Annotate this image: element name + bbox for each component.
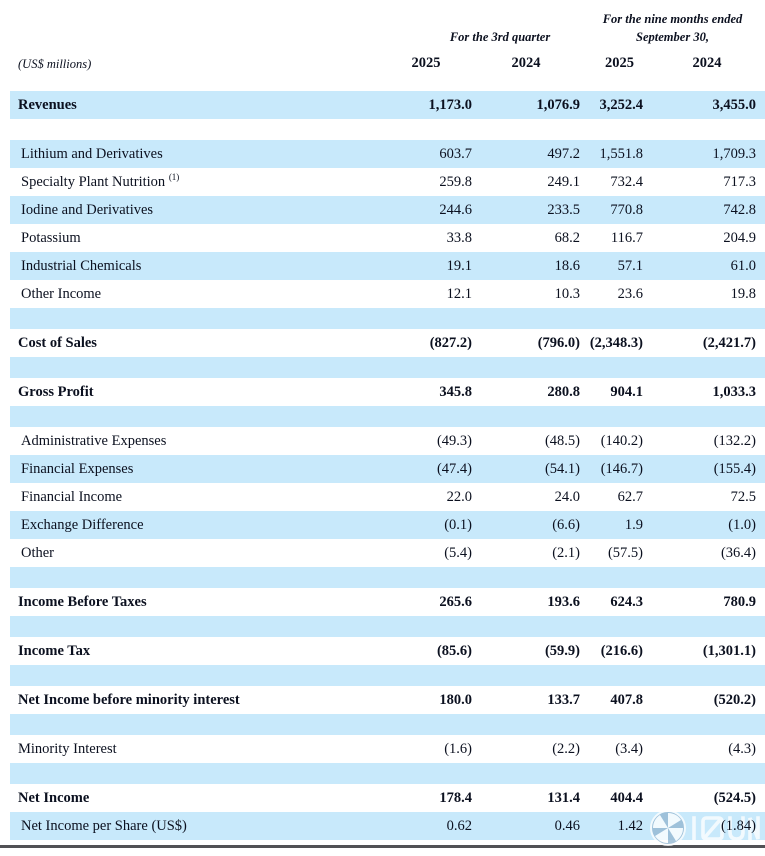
row-label: Specialty Plant Nutrition $^{(1)}$ bbox=[21, 171, 180, 190]
cell-value: 204.9 bbox=[723, 229, 756, 246]
row-label: Net Income per Share (US$) bbox=[21, 817, 187, 834]
cell-value: 19.1 bbox=[446, 257, 472, 274]
table-row bbox=[10, 588, 765, 616]
cell-value: 404.4 bbox=[610, 789, 643, 806]
cell-value: (132.2) bbox=[713, 432, 756, 449]
cell-value: (85.6) bbox=[436, 642, 472, 659]
table-row bbox=[10, 686, 765, 714]
cell-value: (1.6) bbox=[444, 740, 472, 757]
row-label: Financial Income bbox=[21, 488, 123, 505]
cell-value: (49.3) bbox=[436, 432, 472, 449]
spacer-row bbox=[10, 567, 765, 588]
cell-value: 249.1 bbox=[547, 173, 580, 190]
cell-value: (155.4) bbox=[713, 460, 756, 477]
cell-value: 1.9 bbox=[624, 516, 643, 533]
financial-table-body bbox=[10, 91, 765, 840]
cell-value: (524.5) bbox=[713, 789, 756, 806]
cell-value: (827.2) bbox=[429, 334, 472, 351]
period-group-9m-line2: September 30, bbox=[636, 29, 709, 44]
cell-value: 1,033.3 bbox=[712, 383, 756, 400]
table-header bbox=[10, 0, 765, 91]
row-label: Cost of Sales bbox=[18, 334, 97, 351]
cell-value: (146.7) bbox=[600, 460, 643, 477]
cell-value: 1,551.8 bbox=[599, 145, 643, 162]
cell-value: 1,173.0 bbox=[428, 96, 472, 113]
row-label: Potassium bbox=[21, 229, 81, 246]
row-label: Net Income before minority interest bbox=[18, 691, 240, 708]
cell-value: 1.42 bbox=[617, 817, 643, 834]
cell-value: 178.4 bbox=[439, 789, 472, 806]
cell-value: 133.7 bbox=[547, 691, 580, 708]
cell-value: 603.7 bbox=[439, 145, 472, 162]
table-row bbox=[10, 735, 765, 763]
cell-value: (1.0) bbox=[728, 516, 756, 533]
cell-value: 3,252.4 bbox=[599, 96, 643, 113]
cell-value: 180.0 bbox=[439, 691, 472, 708]
table-row bbox=[10, 812, 765, 840]
cell-value: (54.1) bbox=[544, 460, 580, 477]
cell-value: (5.4) bbox=[444, 544, 472, 561]
cell-value: (6.6) bbox=[552, 516, 580, 533]
cell-value: (57.5) bbox=[607, 544, 643, 561]
table-row bbox=[10, 483, 765, 511]
cell-value: (2.1) bbox=[552, 544, 580, 561]
cell-value: (36.4) bbox=[720, 544, 756, 561]
cell-value: 244.6 bbox=[439, 201, 472, 218]
cell-value: 280.8 bbox=[547, 383, 580, 400]
spacer-row bbox=[10, 119, 765, 140]
cell-value: 780.9 bbox=[723, 593, 756, 610]
row-label: Administrative Expenses bbox=[21, 432, 167, 449]
row-label: Industrial Chemicals bbox=[21, 257, 142, 274]
cell-value: 10.3 bbox=[554, 285, 580, 302]
row-label: Exchange Difference bbox=[21, 516, 144, 533]
cell-value: 18.6 bbox=[554, 257, 580, 274]
cell-value: 12.1 bbox=[446, 285, 472, 302]
bottom-rule bbox=[0, 845, 765, 848]
cell-value: 19.8 bbox=[730, 285, 756, 302]
table-row bbox=[10, 539, 765, 567]
cell-value: 33.8 bbox=[446, 229, 472, 246]
table-row bbox=[10, 637, 765, 665]
cell-value: (2,348.3) bbox=[589, 334, 643, 351]
row-label: Iodine and Derivatives bbox=[21, 201, 154, 218]
cell-value: (796.0) bbox=[537, 334, 580, 351]
row-label: Minority Interest bbox=[18, 740, 117, 757]
table-row bbox=[10, 252, 765, 280]
cell-value: 24.0 bbox=[554, 488, 580, 505]
period-group-9m-line1: For the nine months ended bbox=[602, 11, 743, 26]
cell-value: 407.8 bbox=[610, 691, 643, 708]
cell-value: 259.8 bbox=[439, 173, 472, 190]
cell-value: 1,076.9 bbox=[536, 96, 580, 113]
cell-value: (48.5) bbox=[544, 432, 580, 449]
cell-value: (520.2) bbox=[713, 691, 756, 708]
spacer-row bbox=[10, 665, 765, 686]
cell-value: 23.6 bbox=[617, 285, 643, 302]
table-row bbox=[10, 427, 765, 455]
cell-value: (59.9) bbox=[544, 642, 580, 659]
spacer-row bbox=[10, 714, 765, 735]
table-row bbox=[10, 378, 765, 406]
row-label: Financial Expenses bbox=[21, 460, 134, 477]
cell-value: (3.4) bbox=[615, 740, 643, 757]
cell-value: 732.4 bbox=[610, 173, 643, 190]
year-column-9m-2025: 2025 bbox=[605, 55, 634, 71]
period-group-q3 bbox=[390, 0, 580, 46]
year-column-q3-2024: 2024 bbox=[511, 55, 541, 71]
cell-value: 193.6 bbox=[547, 593, 580, 610]
cell-value: 742.8 bbox=[723, 201, 756, 218]
cell-value: (4.3) bbox=[728, 740, 756, 757]
table-row bbox=[10, 280, 765, 308]
cell-value: 0.46 bbox=[554, 817, 580, 834]
period-group-nine-months bbox=[580, 0, 765, 46]
cell-value: (1,301.1) bbox=[702, 642, 756, 659]
cell-value: 497.2 bbox=[547, 145, 580, 162]
spacer-row bbox=[10, 616, 765, 637]
cell-value: 57.1 bbox=[617, 257, 643, 274]
cell-value: 61.0 bbox=[730, 257, 756, 274]
cell-value: 72.5 bbox=[730, 488, 756, 505]
row-label: Revenues bbox=[18, 96, 77, 113]
spacer-row bbox=[10, 406, 765, 427]
table-row bbox=[10, 455, 765, 483]
table-row bbox=[10, 511, 765, 539]
footnote-marker: (1) bbox=[168, 171, 180, 182]
spacer-row bbox=[10, 763, 765, 784]
row-label: Gross Profit bbox=[18, 383, 94, 400]
row-label: Other Income bbox=[21, 285, 102, 302]
cell-value: (2.2) bbox=[552, 740, 580, 757]
cell-value: 1,709.3 bbox=[712, 145, 756, 162]
table-row bbox=[10, 140, 765, 168]
table-row bbox=[10, 91, 765, 119]
row-label: Income Tax bbox=[18, 642, 91, 659]
table-row bbox=[10, 784, 765, 812]
spacer-row bbox=[10, 357, 765, 378]
cell-value: 0.62 bbox=[446, 817, 472, 834]
cell-value: 22.0 bbox=[446, 488, 472, 505]
cell-value: 717.3 bbox=[723, 173, 756, 190]
cell-value: (140.2) bbox=[600, 432, 643, 449]
cell-value: 131.4 bbox=[547, 789, 580, 806]
table-row bbox=[10, 329, 765, 357]
cell-value: 68.2 bbox=[554, 229, 580, 246]
cell-value: (47.4) bbox=[436, 460, 472, 477]
cell-value: (0.1) bbox=[444, 516, 472, 533]
year-column-9m-2024: 2024 bbox=[692, 55, 722, 71]
cell-value: 116.7 bbox=[610, 229, 643, 246]
row-label: Income Before Taxes bbox=[18, 593, 147, 610]
cell-value: (216.6) bbox=[600, 642, 643, 659]
table-row bbox=[10, 168, 765, 196]
cell-value: 3,455.0 bbox=[712, 96, 756, 113]
cell-value: 345.8 bbox=[439, 383, 472, 400]
table-row bbox=[10, 224, 765, 252]
spacer-row bbox=[10, 308, 765, 329]
cell-value: (2,421.7) bbox=[702, 334, 756, 351]
cell-value: 233.5 bbox=[547, 201, 580, 218]
period-group-q3-label: For the 3rd quarter bbox=[449, 29, 551, 44]
row-label: Lithium and Derivatives bbox=[21, 145, 163, 162]
row-label: Other bbox=[21, 544, 55, 561]
cell-value: (1.84) bbox=[720, 817, 756, 834]
unit-label: (US$ millions) bbox=[18, 57, 92, 71]
cell-value: 770.8 bbox=[610, 201, 643, 218]
cell-value: 62.7 bbox=[617, 488, 643, 505]
cell-value: 624.3 bbox=[610, 593, 643, 610]
row-label: Net Income bbox=[18, 789, 90, 806]
cell-value: 904.1 bbox=[610, 383, 643, 400]
table-row bbox=[10, 196, 765, 224]
year-column-q3-2025: 2025 bbox=[411, 55, 441, 71]
cell-value: 265.6 bbox=[439, 593, 472, 610]
